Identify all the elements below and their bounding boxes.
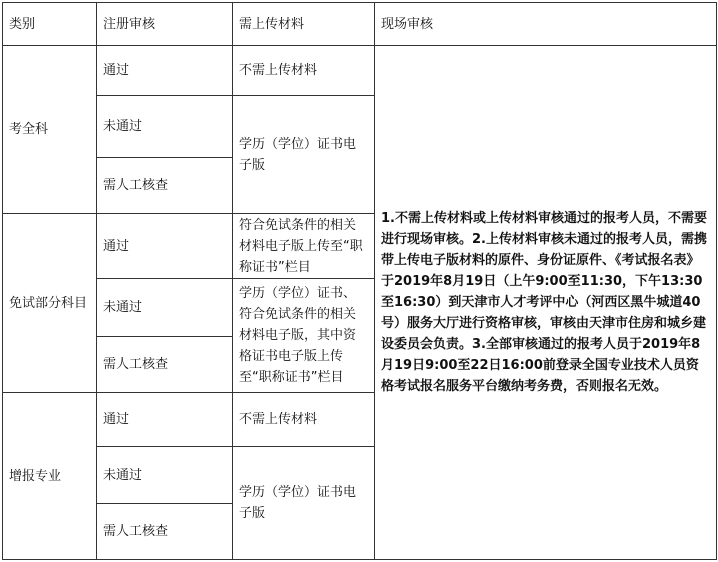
- category-cell: 免试部分科目: [3, 214, 97, 393]
- review-status-cell: 需人工核查: [97, 337, 233, 393]
- materials-cell: 符合免试条件的相关材料电子版上传至“职称证书”栏目: [233, 214, 375, 279]
- header-registration-review: 注册审核: [97, 3, 233, 46]
- review-status-cell: 需人工核查: [97, 504, 233, 560]
- review-status-cell: 需人工核查: [97, 158, 233, 214]
- materials-cell: 学历（学位）证书、符合免试条件的相关材料电子版，其中资格证书电子版上传至“职称证书”栏目: [233, 279, 375, 393]
- category-cell: 考全科: [3, 46, 97, 214]
- review-status-cell: 未通过: [97, 447, 233, 504]
- review-status-cell: 通过: [97, 214, 233, 279]
- onsite-review-cell: 1.不需上传材料或上传材料审核通过的报考人员，不需要进行现场审核。2.上传材料审核未通过的报考人员，需携带上传电子版材料的原件、身份证原件、《考试报名表》于2019年8月19日（上午9:00至11:30，下午13:30至16:30）到天津市人才考评中心（河西区黑牛城道40号）服务大厅进行资格审核，审核由天津市住房和城乡建设委员会负责。3.全部审核通过的报考人员于2019年8月19日9:00至22日16:00前登录全国专业技术人员资格考试报名服务平台缴纳考务费，否则报名无效。: [375, 46, 717, 560]
- header-onsite-review: 现场审核: [375, 3, 717, 46]
- review-status-cell: 通过: [97, 46, 233, 96]
- table-row: [3, 46, 717, 96]
- review-status-cell: 未通过: [97, 279, 233, 337]
- review-status-cell: 未通过: [97, 96, 233, 158]
- category-cell: 增报专业: [3, 393, 97, 560]
- table-header-row: [3, 3, 717, 46]
- materials-cell: 不需上传材料: [233, 393, 375, 447]
- review-status-cell: 通过: [97, 393, 233, 447]
- registration-review-table: [2, 2, 717, 560]
- header-category: 类别: [3, 3, 97, 46]
- materials-cell: 学历（学位）证书电子版: [233, 96, 375, 214]
- header-upload-materials: 需上传材料: [233, 3, 375, 46]
- materials-cell: 不需上传材料: [233, 46, 375, 96]
- materials-cell: 学历（学位）证书电子版: [233, 447, 375, 560]
